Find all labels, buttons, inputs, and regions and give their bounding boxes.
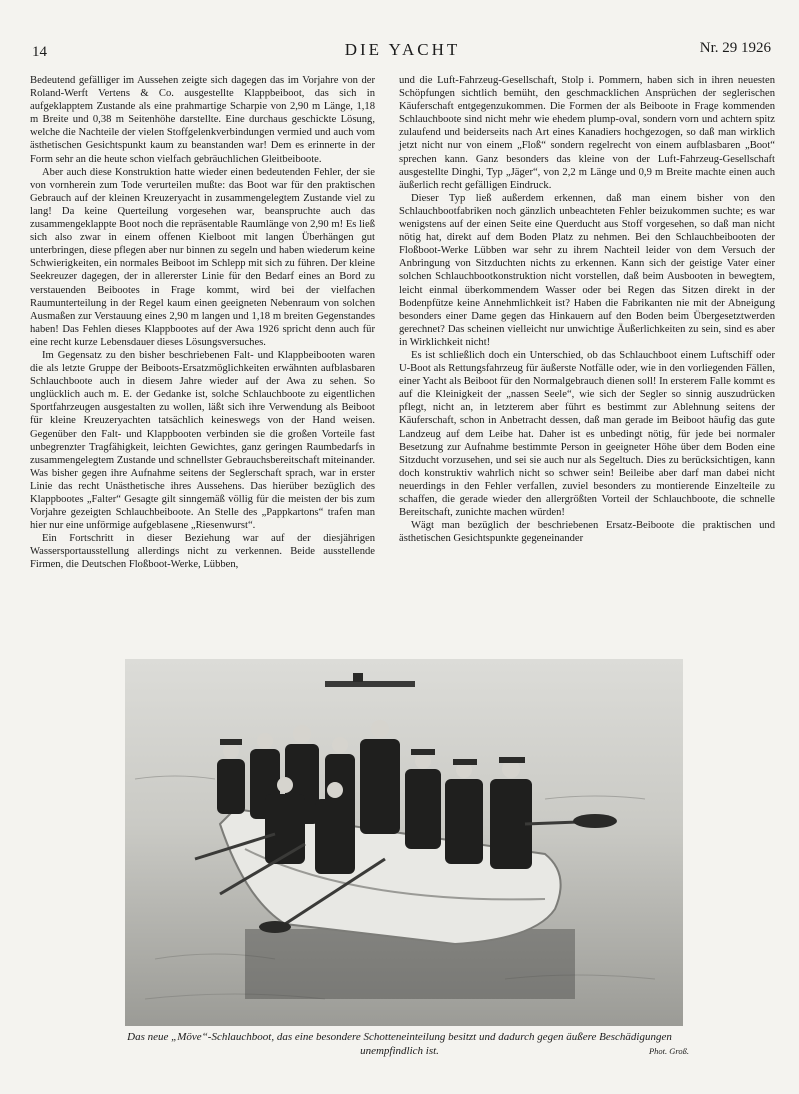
issue-number: Nr. 29 1926 [699,40,771,56]
boat-photo-illustration [125,659,683,1026]
paragraph: Wägt man bezüglich der beschriebenen Ersatz-Beiboote die praktischen und ästhetischen Gesichtspunkte gegeneinander [399,520,775,545]
publication-title: DIE YACHT [344,40,461,59]
paragraph: Aber auch diese Konstruktion hatte wieder einen bedeutenden Fehler, der sie von vornherein zum Tode verurteilen mußte: das Boot war für den praktischen Gebrauch auf der kleinen Kreuzeryacht in zusammengelegtem Zustande viel zu lang! Da keine Querteilung vorgesehen war, beanspruchte auch das zusammengeklappte Boot noch die repräsentable Raumlänge von 2,90 m! Es ließ sich also zwar in einem offenen Kielboot mit langen Überhängen gut unterbringen, diese pflegen aber nur binnen zu segeln und haben wiederum keine Schwierigkeiten, ein normales Beiboot im Schlepp mit sich zu führen. Der kleine Seekreuzer dagegen, der in allererster Linie für den Bedarf eines an Bord zu verstauenden Beibootes in Frage kommt, wird bei der vielfachen Raumunterteilung in der Regel kaum einen geeigneten Nebenraum von solchen Ausmaßen zur Verstauung eines 2,90 m langen und 1,18 m breiten Gegenstandes haben! Das Fehlen dieses Klappbootes auf der Awa 1926 spricht denn auch für eine recht kurze Lebensdauer dieses Lösungsversuches. [30,166,375,348]
left-column [30,74,375,572]
page-header [30,38,775,60]
paragraph: Im Gegensatz zu den bisher beschriebenen Falt- und Klappbeibooten waren die als letzte Gruppe der Beiboots-Ersatzmöglichkeiten erwähnten aufblasbaren Schlauchboote auch in diesem Jahre wieder auf der Awa zu sehen. So unglücklich auch m. E. der Gedanke ist, solche Schlauchboote zu eigentlichen Sportfahrzeugen ausgestalten zu wollen, läßt sich ihre Verwendung als Beiboot für kleine Kreuzeryachten tatsächlich keineswegs von der Hand weisen. Gegenüber den Falt- und Klappbooten verbinden sie die großen Vorteile fast unbegrenzter Tragfähigkeit, leichten Gewichtes, ganz geringen Raumbedarfs in zusammengelegtem Zustande und schnellster Gebrauchsbereitschaft miteinander. Was bisher gegen ihre Aufnahme seitens der Seglerschaft sprach, war in erster Linie das recht Unästhetische ihres Aussehens. Das hierüber bezüglich des Klappbootes „Falter“ Gesagte gilt sinngemäß völlig für die meisten der bis zum Vorjahre gezeigten Schlauchbeiboote. An Stelle des „Pappkartons“ trafen man hier nur eine unförmige aufgeblasene „Riesenwurst“. [30,349,375,532]
figure-caption: Das neue „Möve“-Schlauchboot, das eine besondere Schotteneinteilung besitzt und dadurch gegen äußere Beschädigungen unempfindlich ist. [127,1031,672,1057]
paragraph: Ein Fortschritt in dieser Beziehung war auf der diesjährigen Wassersportausstellung allerdings nicht zu verkennen. Beide ausstellende Firmen, die Deutschen Floßboot-Werke, Lübben, [30,533,375,571]
right-column [399,74,775,545]
page-number: 14 [32,44,47,60]
photo-credit: Phot. Groß. [648,1046,689,1056]
paragraph: und die Luft-Fahrzeug-Gesellschaft, Stolp i. Pommern, haben sich in ihren neuesten Schöpfungen sichtlich bemüht, den geschmacklichen Ansprüchen der seglerischen Käuferschaft entgegenzukommen. Die Formen der als Beiboote in Frage kommenden Schlauchboote sind nicht mehr wie ehedem plump-oval, sondern vorn und achtern spitz zulaufend und beiderseits nach Art eines Kanadiers hochgezogen, so daß man wirklich jetzt nicht nur von einem „Floß“ sondern regelrecht von einem aufblasbaren „Boot“ sprechen kann. Ganz besonders das kleine von der Luft-Fahrzeug-Gesellschaft ausgestellte Dinghi, Typ „Jäger“, von 2,2 m Länge und 0,9 m Breite machte einen auch äußerlich recht gefälligen Eindruck. [399,75,775,191]
photo-inflatable-boat [125,659,683,1026]
paragraph: Bedeutend gefälliger im Aussehen zeigte sich dagegen das im Vorjahre von der Roland-Werft Vertens & Co. ausgestellte Klappbeiboot, das sich in aufgeklapptem Zustande als eine prahmartige Scharpie von 2,90 m Länge, 1,18 m Breite und 0,38 m Seitenhöhe darstellte. Eine durchaus geschickte Lösung, welche die Nachteile der vielen Stoffgelenkverbindungen vermied und auch vom ästhetischen Gesichtspunkt kaum zu beanstanden war! Dem es erinnerte in der Form sehr an die heute schon vielfach gebräuchlichen Gleitbeiboote. [30,75,375,165]
paragraph: Dieser Typ ließ außerdem erkennen, daß man einem bisher von den Schlauchbootfabriken noch gänzlich unbeachteten Fehler beizukommen suchte; es war wenigstens auf der einen Seite eine Querducht aus Stoff vorgesehen, so daß man nicht nötig hat, direkt auf dem Boden Platz zu nehmen. Bei den Schlauchbeibooten der Floßboot-Werke Lübben war sehr zu ihrem Nachteil leider von dem Versuch der Anbringung von Sitzduchten nichts zu erkennen. Kann sich der geistige Vater einer solchen Schlauchbootkonstruktion nicht vorstellen, daß beim Ausbooten in bewegtem, leicht einmal überkommendem Wasser oder bei Regen das Sitzen direkt in der Bodenpfütze keine Annehmlichkeit ist? Haben die Fabrikanten nie mit der Abneigung besonders einer Dame gegen das Hinkauern auf den Boden beim Übergesetztwerden gerechnet? Das scheinen vielleicht nur unwichtige Äußerlichkeiten zu sein, sind es aber in Wirklichkeit nicht! [399,192,775,348]
paragraph: Es ist schließlich doch ein Unterschied, ob das Schlauchboot einem Luftschiff oder U-Boot als Rettungsfahrzeug für äußerste Notfälle oder, wie in den vorliegenden Fällen, einer Yacht als Beiboot für den Normalgebrauch dienen soll! In ersterem Falle kommt es auf die Kleinigkeit der „nassen Seele“, wie sich der Segler so sinnig auszudrücken pflegt, nicht an, in letzterem aber führt es bestimmt zur Ablehnung seitens der Käuferschaft, schon in Anbetracht dessen, daß man gerade im Beiboot häufig das gute Landzeug auf dem Leibe hat. Daher ist es unbedingt nötig, für jede bei normaler Besetzung zur Aufnahme bestimmte Person in geeigneter Höhe über dem Boden eine Sitzducht vorzusehen, und sei sie auch nur als Segeltuch. Dies zu berücksichtigen, kann doch konstruktiv wahrlich nicht so schwer sein! Beileibe aber darf man dabei nicht neuerdings in den Fehler verfallen, zuviel besonders zu montierende Einzelteile zu schaffen, die gerade wieder den allergrößten Vorteil der Schlauchboote, die schnelle Bereitschaft, zunichte machen würden! [399,349,775,519]
